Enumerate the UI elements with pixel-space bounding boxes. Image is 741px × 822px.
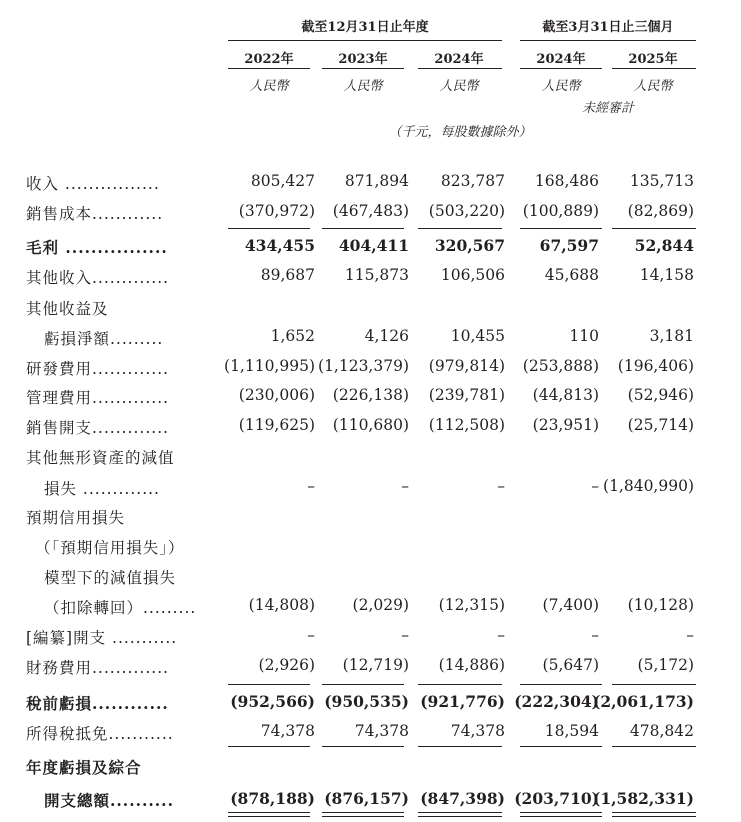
row-label: 損失 ............. <box>44 480 160 498</box>
total-rule <box>418 816 502 817</box>
unaudited-note: 未經審計 <box>581 101 634 116</box>
value-cell: (878,188) <box>230 789 315 808</box>
value-cell: (196,406) <box>617 357 694 375</box>
row-label: （扣除轉回）......... <box>44 599 197 617</box>
value-cell: (467,483) <box>332 202 409 220</box>
value-cell: – <box>497 626 505 644</box>
value-cell: (112,508) <box>428 416 505 434</box>
row-label: 財務費用............. <box>26 659 170 677</box>
value-cell: 18,594 <box>544 722 599 740</box>
year-rule <box>228 68 310 69</box>
row-label: 銷售開支............. <box>26 419 170 437</box>
value-cell: (25,714) <box>627 416 694 434</box>
total-rule <box>418 746 502 747</box>
value-cell: – <box>401 626 409 644</box>
row-label: 收入 ................ <box>26 175 160 193</box>
value-cell: – <box>591 477 599 495</box>
row-label: [編纂]開支 ........... <box>26 629 178 647</box>
group-heading-quarter: 截至3月31日止三個月 <box>542 20 674 35</box>
total-rule <box>612 812 696 813</box>
total-rule <box>612 228 696 229</box>
value-cell: (239,781) <box>428 386 505 404</box>
value-cell: (1,840,990) <box>603 477 694 495</box>
value-cell: 115,873 <box>344 266 409 284</box>
value-cell: 74,378 <box>354 722 409 740</box>
total-rule <box>228 228 310 229</box>
row-label: 開支總額.......... <box>44 791 174 810</box>
row-label: （「預期信用損失」） <box>35 539 185 557</box>
row-label: 年度虧損及綜合 <box>26 758 142 777</box>
row-label: 銷售成本............ <box>26 205 164 223</box>
value-cell: (14,886) <box>438 656 505 674</box>
row-label: 虧損淨額......... <box>44 330 164 348</box>
row-label: 管理費用............. <box>26 389 170 407</box>
row-label: 毛利 ................ <box>26 238 168 257</box>
value-cell: (7,400) <box>542 596 599 614</box>
value-cell: 4,126 <box>364 327 409 345</box>
total-rule <box>520 746 602 747</box>
group-rule-quarter <box>520 40 696 41</box>
total-rule <box>418 684 502 685</box>
currency-label: 人民幣 <box>249 79 289 94</box>
total-rule <box>520 816 602 817</box>
currency-label: 人民幣 <box>343 79 383 94</box>
value-cell: (1,582,331) <box>593 789 694 808</box>
total-rule <box>228 746 310 747</box>
row-label: 稅前虧損............ <box>26 694 169 713</box>
value-cell: (14,808) <box>248 596 315 614</box>
total-rule <box>612 746 696 747</box>
value-cell: 10,455 <box>450 327 505 345</box>
value-cell: 67,597 <box>539 236 599 255</box>
total-rule <box>322 684 404 685</box>
value-cell: (952,566) <box>230 692 315 711</box>
value-cell: 74,378 <box>260 722 315 740</box>
total-rule <box>418 812 502 813</box>
value-cell: (2,061,173) <box>593 692 694 711</box>
value-cell: – <box>307 477 315 495</box>
value-cell: (253,888) <box>522 357 599 375</box>
value-cell: 805,427 <box>250 172 315 190</box>
value-cell: 1,652 <box>270 327 315 345</box>
value-cell: (876,157) <box>324 789 409 808</box>
value-cell: (222,304) <box>514 692 599 711</box>
value-cell: (12,719) <box>342 656 409 674</box>
total-rule <box>228 816 310 817</box>
year-header: 2024年 <box>434 52 484 67</box>
value-cell: (979,814) <box>428 357 505 375</box>
currency-label: 人民幣 <box>541 79 581 94</box>
value-cell: (370,972) <box>238 202 315 220</box>
value-cell: 135,713 <box>629 172 694 190</box>
total-rule <box>322 812 404 813</box>
value-cell: (1,123,379) <box>318 357 409 375</box>
value-cell: (921,776) <box>420 692 505 711</box>
units-note: （千元，每股數據除外） <box>388 125 532 140</box>
value-cell: 404,411 <box>338 236 409 255</box>
year-header: 2022年 <box>244 52 294 67</box>
value-cell: 823,787 <box>440 172 505 190</box>
year-rule <box>612 68 696 69</box>
currency-label: 人民幣 <box>633 79 673 94</box>
value-cell: 74,378 <box>450 722 505 740</box>
group-rule-year-end <box>228 40 502 41</box>
total-rule <box>228 812 310 813</box>
row-label: 其他收益及 <box>26 300 109 318</box>
value-cell: (1,110,995) <box>224 357 315 375</box>
total-rule <box>322 816 404 817</box>
value-cell: 871,894 <box>344 172 409 190</box>
value-cell: (110,680) <box>332 416 409 434</box>
year-header: 2023年 <box>338 52 388 67</box>
year-header: 2024年 <box>536 52 586 67</box>
value-cell: (950,535) <box>324 692 409 711</box>
value-cell: 45,688 <box>544 266 599 284</box>
value-cell: (2,029) <box>352 596 409 614</box>
group-heading-year-end: 截至12月31日止年度 <box>301 20 429 35</box>
row-label: 其他無形資產的減值 <box>26 449 175 467</box>
value-cell: (847,398) <box>420 789 505 808</box>
value-cell: – <box>686 626 694 644</box>
row-label: 模型下的減值損失 <box>44 569 177 587</box>
value-cell: (100,889) <box>522 202 599 220</box>
value-cell: (5,647) <box>542 656 599 674</box>
currency-label: 人民幣 <box>439 79 479 94</box>
row-label: 預期信用損失 <box>26 509 126 527</box>
value-cell: – <box>307 626 315 644</box>
value-cell: 52,844 <box>634 236 694 255</box>
row-label: 所得稅抵免........... <box>26 725 174 743</box>
value-cell: (119,625) <box>238 416 315 434</box>
value-cell: – <box>401 477 409 495</box>
value-cell: (2,926) <box>258 656 315 674</box>
total-rule <box>322 746 404 747</box>
total-rule <box>520 684 602 685</box>
value-cell: 320,567 <box>434 236 505 255</box>
value-cell: – <box>497 477 505 495</box>
value-cell: (52,946) <box>627 386 694 404</box>
value-cell: – <box>591 626 599 644</box>
value-cell: (203,710) <box>514 789 599 808</box>
year-rule <box>322 68 404 69</box>
value-cell: 434,455 <box>244 236 315 255</box>
total-rule <box>322 228 404 229</box>
value-cell: 478,842 <box>629 722 694 740</box>
value-cell: 14,158 <box>639 266 694 284</box>
row-label: 研發費用............. <box>26 360 170 378</box>
total-rule <box>228 684 310 685</box>
value-cell: (226,138) <box>332 386 409 404</box>
value-cell: 110 <box>569 327 599 345</box>
value-cell: 168,486 <box>534 172 599 190</box>
total-rule <box>612 684 696 685</box>
value-cell: 3,181 <box>649 327 694 345</box>
total-rule <box>520 812 602 813</box>
total-rule <box>418 228 502 229</box>
value-cell: (10,128) <box>627 596 694 614</box>
total-rule <box>520 228 602 229</box>
value-cell: 106,506 <box>440 266 505 284</box>
value-cell: (503,220) <box>428 202 505 220</box>
value-cell: (12,315) <box>438 596 505 614</box>
value-cell: (230,006) <box>238 386 315 404</box>
value-cell: (82,869) <box>627 202 694 220</box>
year-rule <box>418 68 502 69</box>
value-cell: 89,687 <box>260 266 315 284</box>
value-cell: (23,951) <box>532 416 599 434</box>
year-rule <box>520 68 602 69</box>
value-cell: (5,172) <box>637 656 694 674</box>
year-header: 2025年 <box>628 52 678 67</box>
total-rule <box>612 816 696 817</box>
value-cell: (44,813) <box>532 386 599 404</box>
row-label: 其他收入............. <box>26 269 170 287</box>
